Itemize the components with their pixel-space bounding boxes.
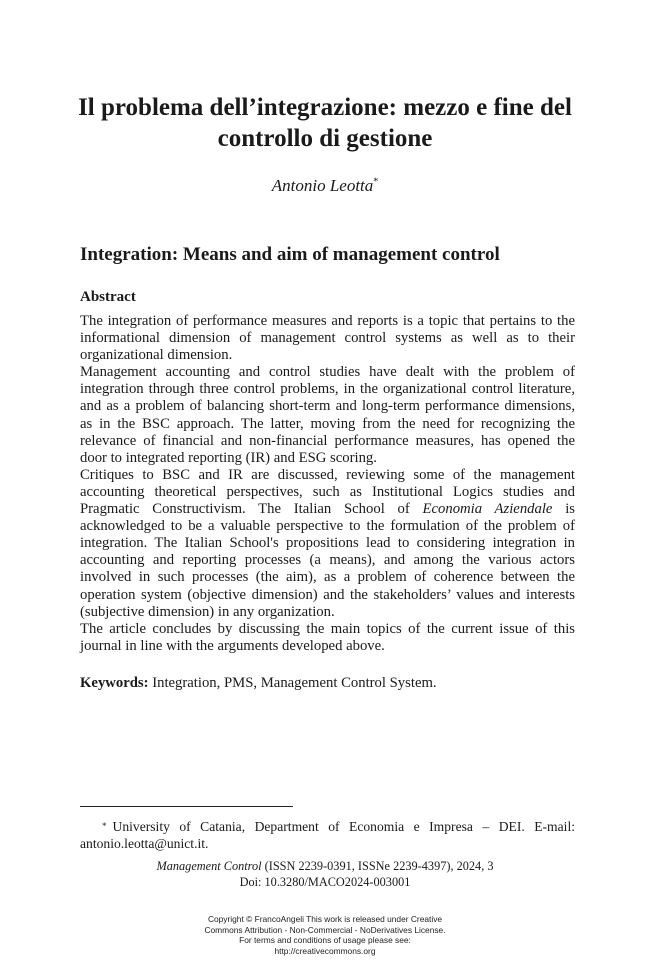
title-line-2: controllo di gestione — [217, 125, 433, 152]
abstract-paragraph-1: The integration of performance measures and reports is a topic that pertains to the informational dimension of management control systems as well as to their organizational dimension. — [80, 313, 575, 364]
author-footnote-mark: * — [373, 176, 379, 188]
journal-line — [0, 858, 650, 874]
doi-line: Doi: 10.3280/MACO2024-003001 — [239, 875, 411, 889]
keywords-label: Keywords: — [80, 675, 149, 691]
author-name-block — [0, 176, 650, 196]
copyright-line-2: Commons Attribution - Non-Commercial - NoDerivatives License. — [204, 924, 446, 935]
copyright-line-4: http://creativecommons.org — [274, 945, 376, 956]
abstract-paragraph-3 — [80, 467, 575, 621]
keywords-value: Integration, PMS, Management Control System. — [148, 675, 437, 691]
keywords-line — [80, 675, 575, 692]
abstract-p3-text-a: Critiques to BSC and IR are discussed, reviewing some of the management accounting theoretical perspectives, such as Institutional Logics studies and Pragmatic Constructivism. The Italian School of — [80, 466, 575, 518]
copyright-line-3: For terms and conditions of usage please see: — [239, 935, 411, 945]
author-name: Antonio Leotta — [271, 176, 374, 195]
abstract-paragraph-2: Management accounting and control studies have dealt with the problem of integration through three control problems, in the organizational control literature, and as a problem of balancing short-term and long-term performance dimensions, as in the BSC approach. The latter, moving from the need for recognizing the relevance of financial and non-financial performance measures, has opened the door to integrated reporting (IR) and ESG scoring. — [80, 364, 575, 466]
footnote — [80, 818, 575, 852]
abstract-p3-text-b: is acknowledged to be a valuable perspective to the formulation of the problem of integration. The Italian School's propositions lead to considering integration in accounting and reporting processes (a means), and among the various actors involved in such processes (the aim), as a problem of coherence between the operation system (objective dimension) and the stakeholders’ values and interests (subjective dimension) in any organization. — [80, 501, 575, 620]
abstract-heading: Abstract — [80, 289, 136, 305]
journal-citation — [0, 858, 650, 890]
abstract-body — [80, 313, 575, 655]
english-title: Integration: Means and aim of management control — [80, 244, 500, 265]
title-line-1: Il problema dell’integrazione: mezzo e fine del — [78, 94, 572, 121]
copyright-line-1: Copyright © FrancoAngeli This work is released under Creative — [207, 914, 443, 924]
copyright-notice — [0, 914, 650, 956]
journal-name: Management Control — [156, 859, 262, 873]
article-title — [60, 92, 590, 154]
footnote-separator — [80, 806, 293, 807]
abstract-p3-italic: Economia Aziendale — [422, 501, 553, 518]
journal-details: (ISSN 2239-0391, ISSNe 2239-4397), 2024, 3 — [261, 859, 494, 873]
footnote-mark: * — [102, 821, 107, 831]
abstract-paragraph-4: The article concludes by discussing the main topics of the current issue of this journal in line with the arguments developed above. — [80, 620, 575, 654]
footnote-text: University of Catania, Department of Economia e Impresa – DEI. E-mail: antonio.leotta@unict.it. — [80, 819, 575, 851]
